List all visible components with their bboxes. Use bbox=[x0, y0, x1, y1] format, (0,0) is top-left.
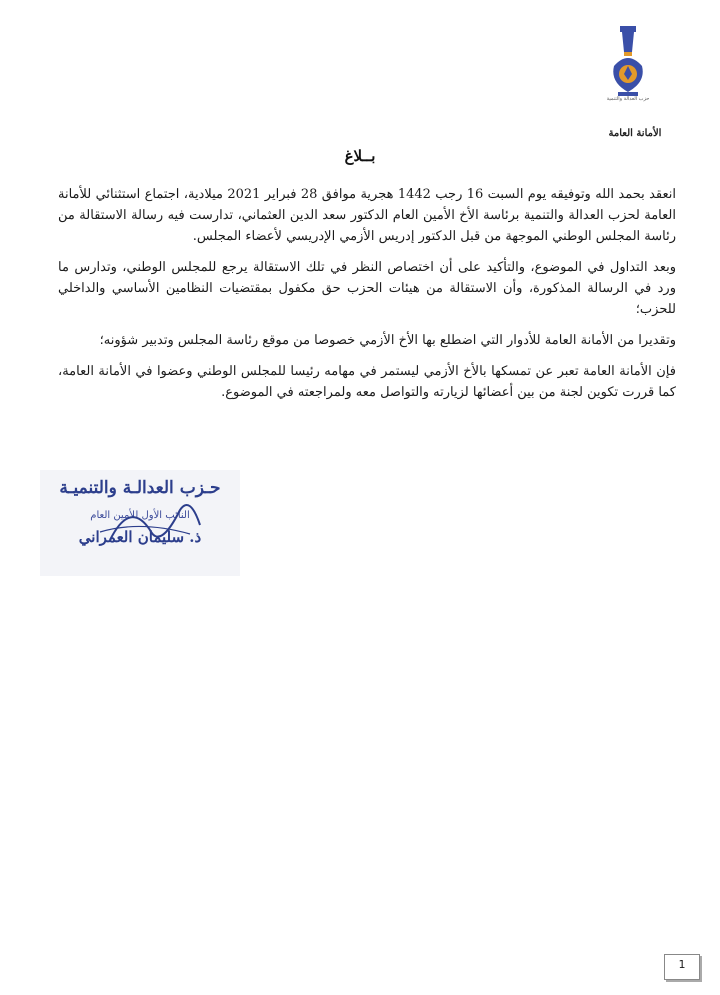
page-number: 1 bbox=[664, 954, 700, 980]
paragraph: فإن الأمانة العامة تعبر عن تمسكها بالأخ الأزمي ليستمر في مهامه رئيسا للمجلس الوطني وعضوا في الأمانة العامة، كما قررت تكوين لجنة من بين أعضائها لزيارته والتواصل معه ولمراجعته في الموضوع. bbox=[58, 364, 676, 400]
stamp-party-name: حـزب العدالـة والتنميـة bbox=[59, 478, 221, 498]
signature-stamp bbox=[40, 470, 240, 576]
paragraph: انعقد بحمد الله وتوفيقه يوم السبت 16 رجب 1442 هجرية موافق 28 فبراير 2021 ميلادية، اجتماع استثنائي للأمانة العامة لحزب العدالة والتنمية برئاسة الأخ الأمين العام الدكتور سعد الدين العثماني، تدارست فيه رسالة الاستقالة من رئاسة المجلس الوطني الموجهة من قبل الدكتور إدريس الأزمي الإدريسي لأعضاء المجلس. bbox=[58, 187, 676, 244]
party-logo-lamp-icon bbox=[596, 22, 660, 134]
paragraph: وتقديرا من الأمانة العامة للأدوار التي اضطلع بها الأخ الأزمي خصوصا من موقع رئاسة المجلس وتدبير شؤونه؛ bbox=[99, 333, 676, 348]
paragraph: وبعد التداول في الموضوع، والتأكيد على أن اختصاص النظر في تلك الاستقالة يرجع للمجلس الوطني، وتدارس ما ورد في الرسالة المذكورة، وأن الاستقالة من هيئات الحزب حق مكفول بمقتضيات النظامين الأساسي والداخلي للحزب؛ bbox=[58, 260, 676, 317]
document-title: بــلاغ bbox=[344, 147, 376, 165]
stamp-role: النائب الأول للأمين العام bbox=[90, 510, 190, 521]
department-name: الأمانة العامة bbox=[608, 128, 662, 139]
handwritten-signature-icon bbox=[40, 470, 240, 576]
logo-caption: حزب العدالة والتنمية bbox=[606, 96, 650, 102]
document-body bbox=[58, 184, 676, 413]
stamp-name: ذ. سليمان العمراني bbox=[78, 528, 202, 546]
